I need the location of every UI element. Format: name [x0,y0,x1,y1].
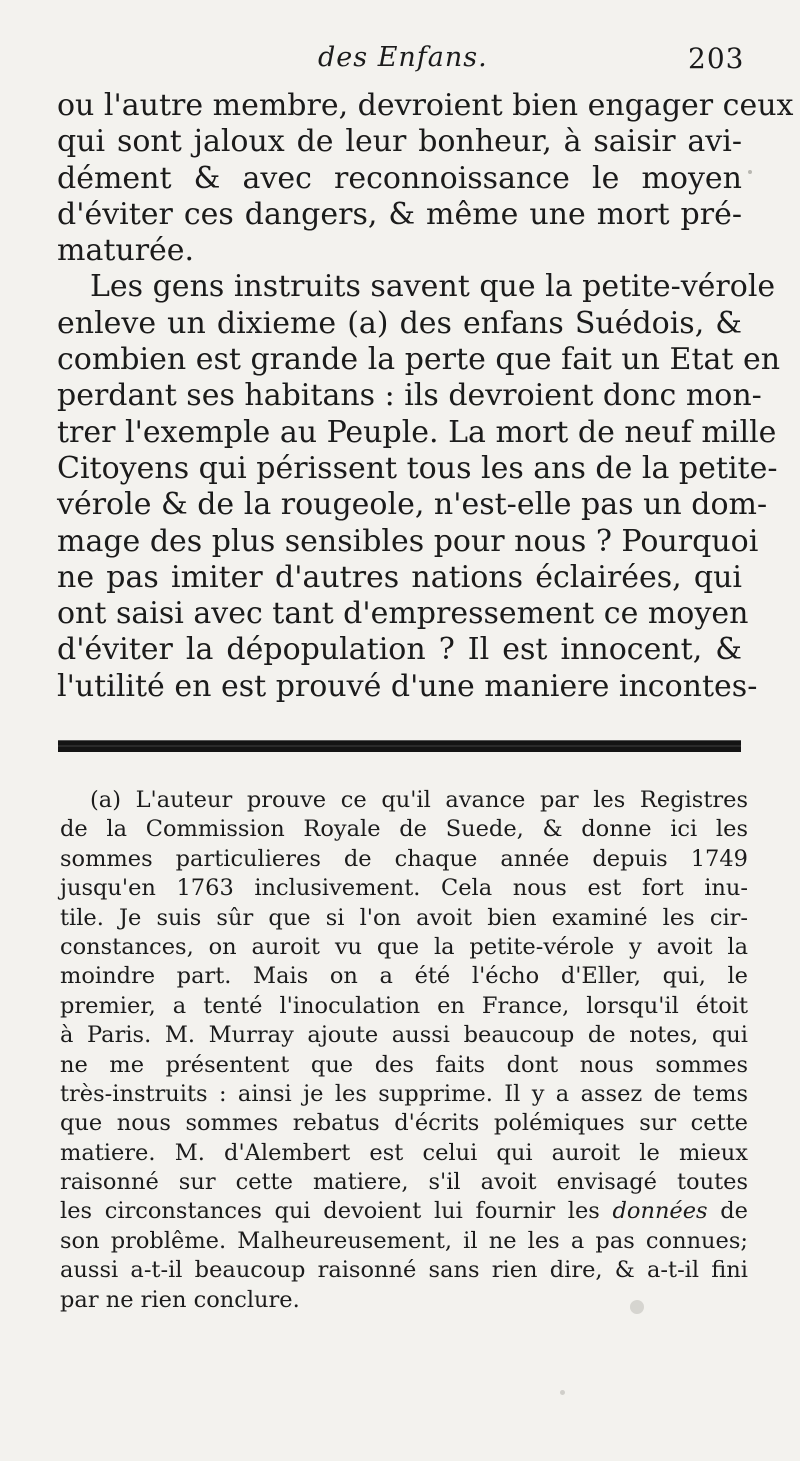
text-line: dément & avec reconnoissance le moyen [57,160,742,196]
paper-speck [560,1390,565,1395]
text-line: Citoyens qui périssent tous les ans de la petite- [57,450,778,486]
paper-speck [748,170,752,174]
footnote-text: de [720,1198,748,1225]
text-line: trer l'exemple au Peuple. La mort de neuf mille [57,414,777,450]
footnote-line: très-instruits : ainsi je les supprime. Il y a assez de tems [60,1080,748,1107]
text-line: d'éviter ces dangers, & même une mort pré- [57,196,742,232]
footnote-line: de la Commission Royale de Suede, & donne ici les [60,816,748,843]
footnote-line: que nous sommes rebatus d'écrits polémiques sur cette [60,1110,748,1137]
footnote-line: par ne rien conclure. [60,1286,300,1313]
text-line: ne pas imiter d'autres nations éclairées, qui [57,559,742,595]
footnote-line: son problême. Malheureusement, il ne les a pas connues; [60,1227,748,1254]
footnote-text: les circonstances qui devoient lui fournir les [60,1198,600,1225]
footnote-line: raisonné sur cette matiere, s'il avoit envisagé toutes [60,1169,748,1196]
italic-word: données [612,1198,708,1225]
text-line: l'utilité en est prouvé d'une maniere incontes- [57,668,758,704]
page-number: 203 [688,42,745,75]
paper-speck [630,1300,644,1314]
footnote [60,786,748,1315]
text-line: d'éviter la dépopulation ? Il est innocent, & [57,632,742,668]
body-text [57,88,794,705]
footnote-separator-rule [58,740,741,752]
footnote-line: aussi a-t-il beaucoup raisonné sans rien dire, & a-t-il fini [60,1257,748,1284]
footnote-line: sommes particulieres de chaque année depuis 1749 [60,845,748,872]
footnote-line: premier, a tenté l'inoculation en France, lorsqu'il étoit [60,992,748,1019]
running-title: des Enfans. [318,42,488,73]
text-line: qui sont jaloux de leur bonheur, à saisir avi- [57,124,742,160]
text-line: perdant ses habitans : ils devroient donc mon- [57,378,762,414]
text-line: ont saisi avec tant d'empressement ce moyen [57,596,749,632]
text-line: mage des plus sensibles pour nous ? Pourquoi [57,523,759,559]
footnote-line: constances, on auroit vu que la petite-vérole y avoit la [60,933,748,960]
text-line: enleve un dixieme (a) des enfans Suédois, & [57,305,742,341]
footnote-line: à Paris. M. Murray ajoute aussi beaucoup de notes, qui [60,1022,748,1049]
text-line: combien est grande la perte que fait un Etat en [57,342,781,378]
footnote-line-with-italic [60,1197,748,1226]
text-line: Les gens instruits savent que la petite-vérole [90,269,776,305]
footnote-line: (a) L'auteur prouve ce qu'il avance par les Registres [90,787,748,813]
footnote-line: ne me présentent que des faits dont nous sommes [60,1051,748,1078]
text-line: maturée. [57,233,195,269]
footnote-line: jusqu'en 1763 inclusivement. Cela nous est fort inu- [60,875,748,902]
footnote-line: matiere. M. d'Alembert est celui qui auroit le mieux [60,1139,748,1166]
page-header [0,38,800,78]
footnote-line: moindre part. Mais on a été l'écho d'Eller, qui, le [60,963,748,990]
text-line: vérole & de la rougeole, n'est-elle pas un dom- [57,487,768,523]
footnote-line: tile. Je suis sûr que si l'on avoit bien examiné les cir- [60,904,748,931]
text-line: ou l'autre membre, devroient bien engager ceux [57,88,794,123]
